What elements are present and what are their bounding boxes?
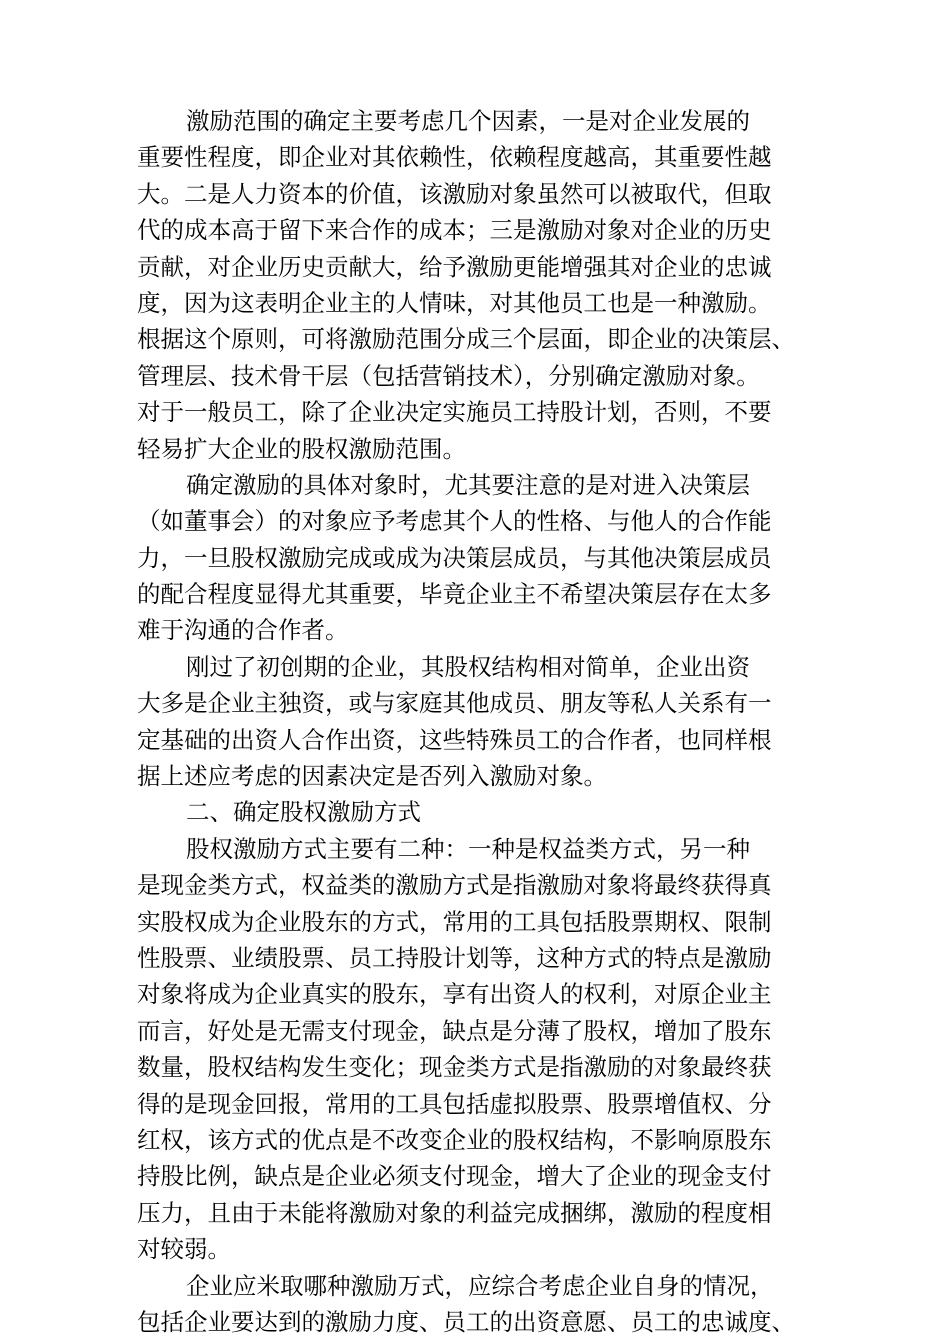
text-line: 性股票、业绩股票、员工持股计划等，这种方式的特点是激励 xyxy=(137,943,772,972)
text-line: 而言，好处是无需支付现金，缺点是分薄了股权，增加了股东 xyxy=(137,1016,772,1045)
text-line: 激励范围的确定主要考虑几个因素，一是对企业发展的 xyxy=(186,107,750,135)
text-line: 定基础的出资人合作出资，这些特殊员工的合作者，也同样根 xyxy=(137,725,772,754)
text-line: 贡献，对企业历史贡献大，给予激励更能增强其对企业的忠诚 xyxy=(137,252,772,281)
text-line: 根据这个原则，可将激励范围分成三个层面，即企业的决策层、 xyxy=(137,325,795,354)
text-line: 企业应米取哪种激励万式，应综合考虑企业自身的情况， xyxy=(186,1271,774,1300)
text-line: 重要性程度，即企业对其依赖性，依赖程度越高，其重要性越 xyxy=(137,143,772,172)
text-line: 得的是现金回报，常用的工具包括虚拟股票、股票增值权、分 xyxy=(137,1089,772,1118)
text-line: 管理层、技术骨干层（包括营销技术），分别确定激励对象。 xyxy=(137,361,760,390)
text-line: 对于一般员工，除了企业决定实施员工持股计划，否则，不要 xyxy=(137,398,772,427)
text-line: （如董事会）的对象应予考虑其个人的性格、与他人的合作能 xyxy=(137,507,772,536)
text-line: 难于沟通的合作者。 xyxy=(137,616,349,645)
text-line: 对较弱。 xyxy=(137,1235,231,1264)
text-line: 数量，股权结构发生变化；现金类方式是指激励的对象最终获 xyxy=(137,1053,772,1082)
text-line: 对象将成为企业真实的股东，享有出资人的权利，对原企业主 xyxy=(137,980,772,1009)
text-line: 据上述应考虑的因素决定是否列入激励对象。 xyxy=(137,762,607,791)
text-line: 持股比例，缺点是企业必须支付现金，增大了企业的现金支付 xyxy=(137,1162,772,1191)
text-line: 是现金类方式，权益类的激励方式是指激励对象将最终获得真 xyxy=(137,871,772,900)
text-line: 压力，且由于未能将激励对象的利益完成捆绑，激励的程度相 xyxy=(137,1198,772,1227)
text-line: 包括企业要达到的激励力度、员工的出资意愿、员工的忠诚度、 xyxy=(137,1307,795,1336)
document-body xyxy=(137,103,813,1340)
text-line: 红权，该方式的优点是不改变企业的股权结构，不影响原股东 xyxy=(137,1125,772,1154)
text-line: 股权激励方式主要有二种：一种是权益类方式，另一种 xyxy=(186,834,750,863)
text-line: 轻易扩大企业的股权激励范围。 xyxy=(137,434,466,463)
text-line: 度，因为这表明企业主的人情味，对其他员工也是一种激励。 xyxy=(137,288,772,317)
text-line: 代的成本高于留下来合作的成本；三是激励对象对企业的历史 xyxy=(137,216,772,245)
text-line: 实股权成为企业股东的方式，常用的工具包括股票期权、限制 xyxy=(137,907,772,936)
section-heading: 二、确定股权激励方式 xyxy=(186,798,421,827)
text-line: 刚过了初创期的企业，其股权结构相对简单，企业出资 xyxy=(186,652,750,681)
text-line: 大。二是人力资本的价值，该激励对象虽然可以被取代，但取 xyxy=(137,179,772,208)
text-line: 力，一旦股权激励完成或成为决策层成员，与其他决策层成员 xyxy=(137,543,772,572)
text-line: 大多是企业主独资，或与家庭其他成员、朋友等私人关系有一 xyxy=(137,689,772,718)
text-line: 确定激励的具体对象时，尤其要注意的是对进入决策层 xyxy=(186,470,750,499)
text-line: 的配合程度显得尤其重要，毕竟企业主不希望决策层存在太多 xyxy=(137,580,772,609)
